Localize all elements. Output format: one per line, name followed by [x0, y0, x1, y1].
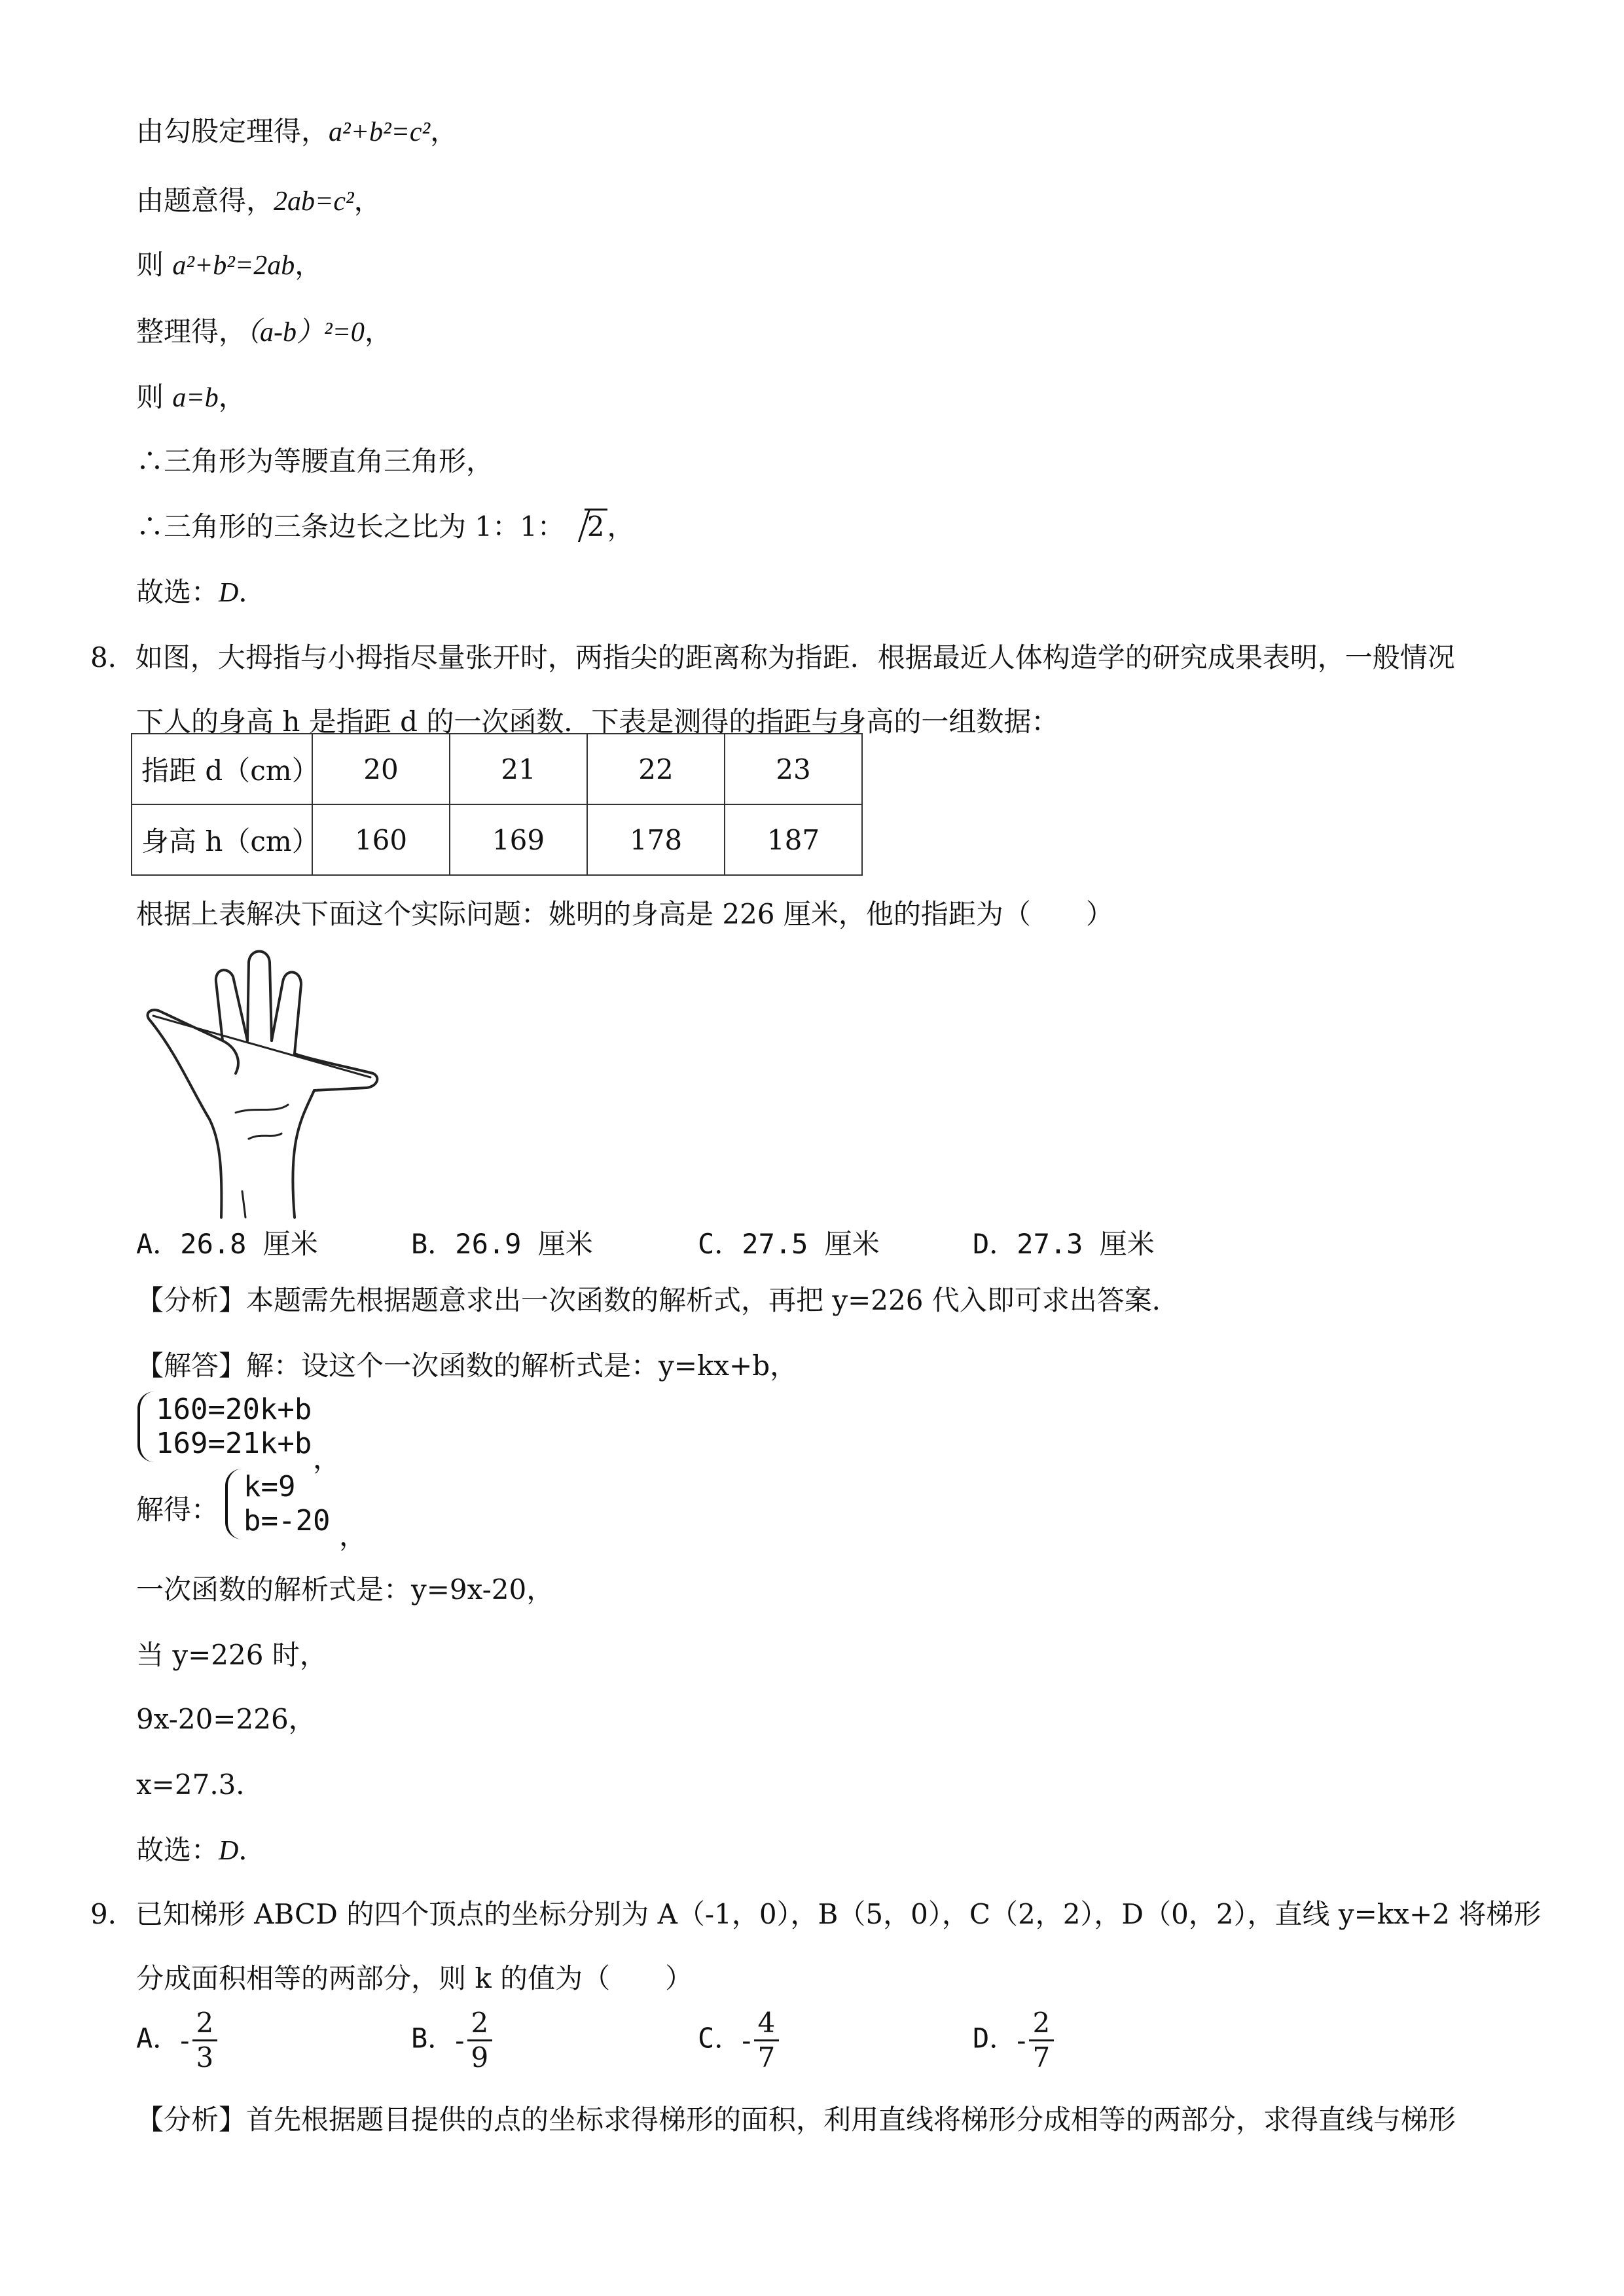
equation: b=-20: [244, 1504, 331, 1537]
brace-icon: [225, 1469, 245, 1539]
sqrt-value: 2: [585, 509, 607, 543]
question-number: 9．: [90, 1898, 135, 1930]
formula: a²+b²=c²: [329, 117, 431, 147]
text: 由题意得，: [136, 185, 274, 217]
q8-line-2: 下人的身高 h 是指距 d 的一次函数．下表是测得的指距与身高的一组数据：: [136, 706, 1059, 738]
comma: ，: [339, 1520, 367, 1552]
index-finger: [216, 970, 247, 1041]
solution-line-6: ∴三角形为等腰直角三角形，: [136, 445, 494, 477]
option-d[interactable]: D．27.3 厘米: [973, 1228, 1155, 1260]
answer: D: [219, 1836, 239, 1866]
equation: k=9: [244, 1470, 296, 1503]
fraction: [1029, 2007, 1055, 2074]
span-line: [153, 1016, 370, 1077]
q8-line-1: [90, 641, 1455, 673]
option-d[interactable]: [973, 2007, 1054, 2074]
data-table: [131, 733, 863, 876]
minus-sign: -: [742, 2024, 751, 2056]
q8-step-1: 一次函数的解析式是：y=9x-20，: [136, 1573, 554, 1605]
formula: a=b: [172, 383, 219, 413]
fraction: [192, 2007, 218, 2074]
table-cell: 指距 d（cm）: [132, 734, 312, 804]
table-row: [132, 734, 862, 804]
hand-illustration: [137, 942, 393, 1237]
minus-sign: -: [455, 2024, 465, 2056]
table-cell: 23: [725, 734, 862, 804]
text: 故选：: [136, 1834, 219, 1866]
denominator: 3: [196, 2041, 214, 2073]
q8-step-4: x=27.3．: [136, 1768, 264, 1801]
table-row: [132, 804, 862, 875]
solution-line-7: ∴三角形的三条边长之比为 1：1： 2，: [136, 513, 635, 541]
text: 则: [136, 249, 173, 281]
table-cell: 169: [450, 804, 587, 875]
q8-step-2: 当 y=226 时，: [136, 1639, 327, 1671]
option-label: D．: [973, 2022, 1017, 2054]
text: 已知梯形 ABCD 的四个顶点的坐标分别为 A（-1，0），B（5，0），C（2，2），D（0，2），直线 y=kx+2 将梯形: [135, 1898, 1542, 1930]
solved-label: 解得：: [136, 1494, 219, 1526]
answer: D: [219, 578, 239, 608]
denominator: 7: [757, 2041, 776, 2073]
solution-line-1: 由勾股定理得，a²+b²=c²，: [136, 115, 458, 147]
numerator: 2: [192, 2007, 218, 2041]
ring-finger: [272, 972, 301, 1054]
palm-left: [151, 1021, 221, 1217]
palm-right: [293, 1090, 314, 1217]
text: 则: [136, 381, 173, 413]
option-label: B．: [411, 2022, 456, 2054]
equation-system-1: [136, 1391, 372, 1475]
q9-line-2: 分成面积相等的两部分，则 k 的值为（ ）: [136, 1962, 693, 1994]
option-c[interactable]: C．27.5 厘米: [698, 1228, 880, 1260]
table-cell: 身高 h（cm）: [132, 804, 312, 875]
equation-system-2: [136, 1469, 372, 1552]
denominator: 7: [1032, 2041, 1051, 2073]
numerator: 2: [467, 2007, 493, 2041]
text: 如图，大拇指与小拇指尽量张开时，两指尖的距离称为指距．根据最近人体构造学的研究成果表明，一般情况: [135, 641, 1455, 673]
q8-analysis: 【分析】本题需先根据题意求出一次函数的解析式，再把 y=226 代入即可求出答案．: [136, 1284, 1180, 1316]
comma: ，: [313, 1443, 341, 1475]
denominator: 9: [471, 2041, 489, 2073]
option-a[interactable]: [136, 2007, 217, 2074]
table-cell: 178: [587, 804, 725, 875]
option-b[interactable]: B．26.9 厘米: [411, 1228, 593, 1260]
option-a[interactable]: A．26.8 厘米: [136, 1228, 318, 1260]
q8-answer-intro: 【解答】解：设这个一次函数的解析式是：y=kx+b，: [136, 1350, 798, 1382]
table-cell: 187: [725, 804, 862, 875]
option-b[interactable]: [411, 2007, 492, 2074]
solution-line-4: 整理得，（a-b）²=0，: [136, 315, 392, 348]
table-cell: 21: [450, 734, 587, 804]
table-cell: 22: [587, 734, 725, 804]
fraction: [754, 2007, 780, 2074]
solution-line-3: 则 a²+b²=2ab，: [136, 249, 323, 281]
equation: 169=21k+b: [156, 1427, 312, 1460]
text: 故选：: [136, 576, 219, 608]
middle-finger: [247, 952, 272, 1041]
formula: （a-b）²=0: [246, 317, 365, 348]
minus-sign: -: [180, 2024, 190, 2056]
text: 由勾股定理得，: [136, 115, 329, 147]
solution-line-2: 由题意得，2ab=c²，: [136, 185, 382, 217]
solution-line-8: 故选：D．: [136, 576, 266, 608]
question-number: 8．: [90, 641, 135, 673]
thumb-outline: [148, 1010, 238, 1073]
solution-line-5: 则 a=b，: [136, 381, 246, 413]
formula: 2ab=c²: [274, 187, 354, 217]
option-label: A．: [136, 2022, 181, 2054]
numerator: 2: [1029, 2007, 1055, 2041]
numerator: 4: [754, 2007, 780, 2041]
formula: a²+b²=2ab: [172, 251, 295, 281]
q8-choice: 故选：D．: [136, 1834, 266, 1866]
equation: 160=20k+b: [156, 1393, 312, 1426]
q8-question: 根据上表解决下面这个实际问题：姚明的身高是 226 厘米，他的指距为（ ）: [136, 898, 1113, 930]
option-c[interactable]: [698, 2007, 779, 2074]
q8-step-3: 9x-20=226，: [136, 1703, 316, 1735]
q9-analysis: 【分析】首先根据题目提供的点的坐标求得梯形的面积，利用直线将梯形分成相等的两部分，求得直线与梯形: [136, 2104, 1456, 2136]
text: ∴三角形的三条边长之比为 1：1：: [136, 511, 565, 543]
sqrt-symbol: [565, 513, 607, 541]
minus-sign: -: [1017, 2024, 1026, 2056]
option-label: C．: [698, 2022, 742, 2054]
q9-line-1: [90, 1898, 1542, 1930]
table-cell: 20: [312, 734, 450, 804]
text: 整理得，: [136, 315, 247, 348]
brace-icon: [137, 1391, 157, 1462]
fraction: [467, 2007, 493, 2074]
table-cell: 160: [312, 804, 450, 875]
